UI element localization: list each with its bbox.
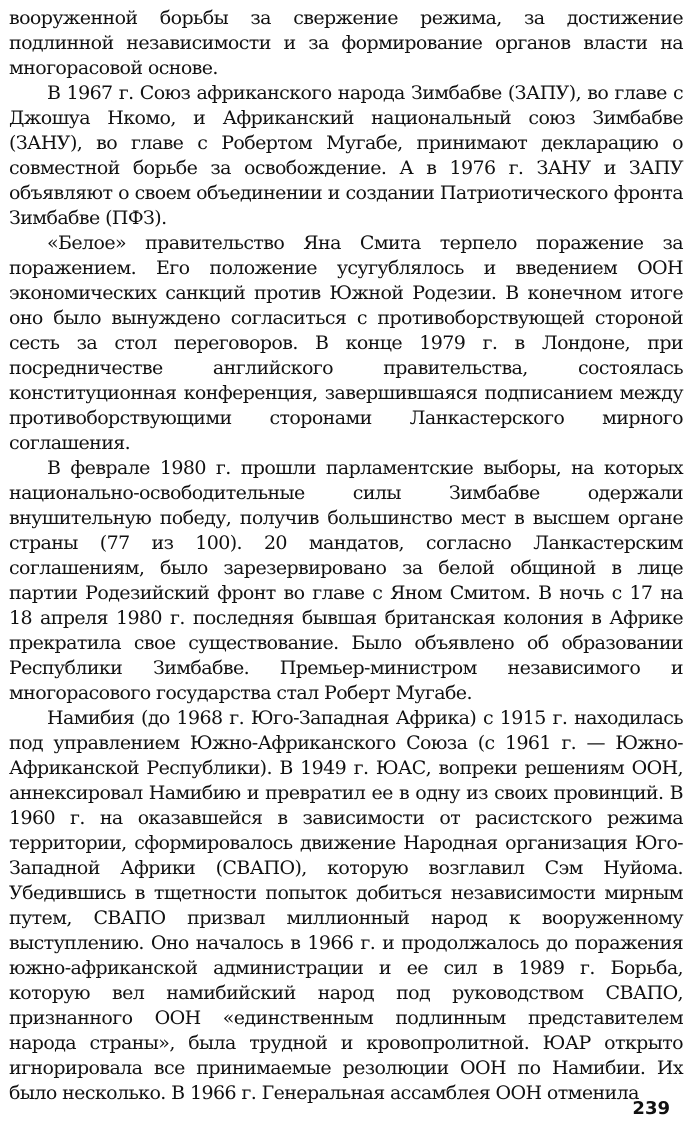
paragraph-zapu-zanu: В 1967 г. Союз африканского народа Зимбабве (ЗАПУ), во главе с Джошуа Нкомо, и Африканский национальный союз Зимбабве (ЗАНУ), во главе с Робертом Мугабе, принимают декларацию о совместной борьбе за освобождение. А в 1976 г. ЗАНУ и ЗАПУ объявляют о своем объединении и создании Патриотического фронта Зимбабве (ПФЗ).: [9, 82, 683, 229]
paragraph-namibia: Намибия (до 1968 г. Юго-Западная Африка) с 1915 г. находилась под управлением Южно-Африканского Союза (с 1961 г. — Южно-Африканской Республики). В 1949 г. ЮАС, вопреки решениям ООН, аннексировал Намибию и превратил ее в одну из своих провинций. В 1960 г. на оказавшейся в зависимости от расистского режима территории, сформировалось движение Народная организация Юго-Западной Африки (СВАПО), которую возглавил Сэм Нуйома. Убедившись в тщетности попыток добиться независимости мирным путем, СВАПО призвал миллионный народ к вооруженному выступлению. Оно началось в 1966 г. и продолжалось до поражения южно-африканской администрации и ее сил в 1989 г. Борьба, которую вел намибийский народ под руководством СВАПО, признанного ООН «единственным подлинным представителем народа страны», была трудной и кровопролитной. ЮАР открыто игнорировала все принимаемые резолюции ООН по Намибии. Их было несколько. В 1966 г. Генеральная ассамблея ООН отменила: [9, 707, 683, 1104]
paragraph-continuation: вооруженной борьбы за свержение режима, за достижение подлинной независимости и за формирование органов власти на многорасовой основе.: [9, 7, 683, 79]
paragraph-smith-government: «Белое» правительство Яна Смита терпело поражение за поражением. Его положение усугублялось и введением ООН экономических санкций против Южной Родезии. В конечном итоге оно было вынуждено согласиться с противоборствующей стороной сесть за стол переговоров. В конце 1979 г. в Лондоне, при посредничестве английского правительства, состоялась конституционная конференция, завершившаяся подписанием между противоборствующими сторонами Ланкастерского мирного соглашения.: [9, 232, 683, 454]
page-number: 239: [632, 1098, 670, 1119]
paragraph-elections-1980: В феврале 1980 г. прошли парламентские выборы, на которых национально-освободительные силы Зимбабве одержали внушительную победу, получив большинство мест в высшем органе страны (77 из 100). 20 мандатов, согласно Ланкастерским соглашениям, было зарезервировано за белой общиной в лице партии Родезийский фронт во главе с Яном Смитом. В ночь с 17 на 18 апреля 1980 г. последняя бывшая британская колония в Африке прекратила свое существование. Было объявлено об образовании Республики Зимбабве. Премьер-министром независимого и многорасового государства стал Роберт Мугабе.: [9, 457, 683, 704]
